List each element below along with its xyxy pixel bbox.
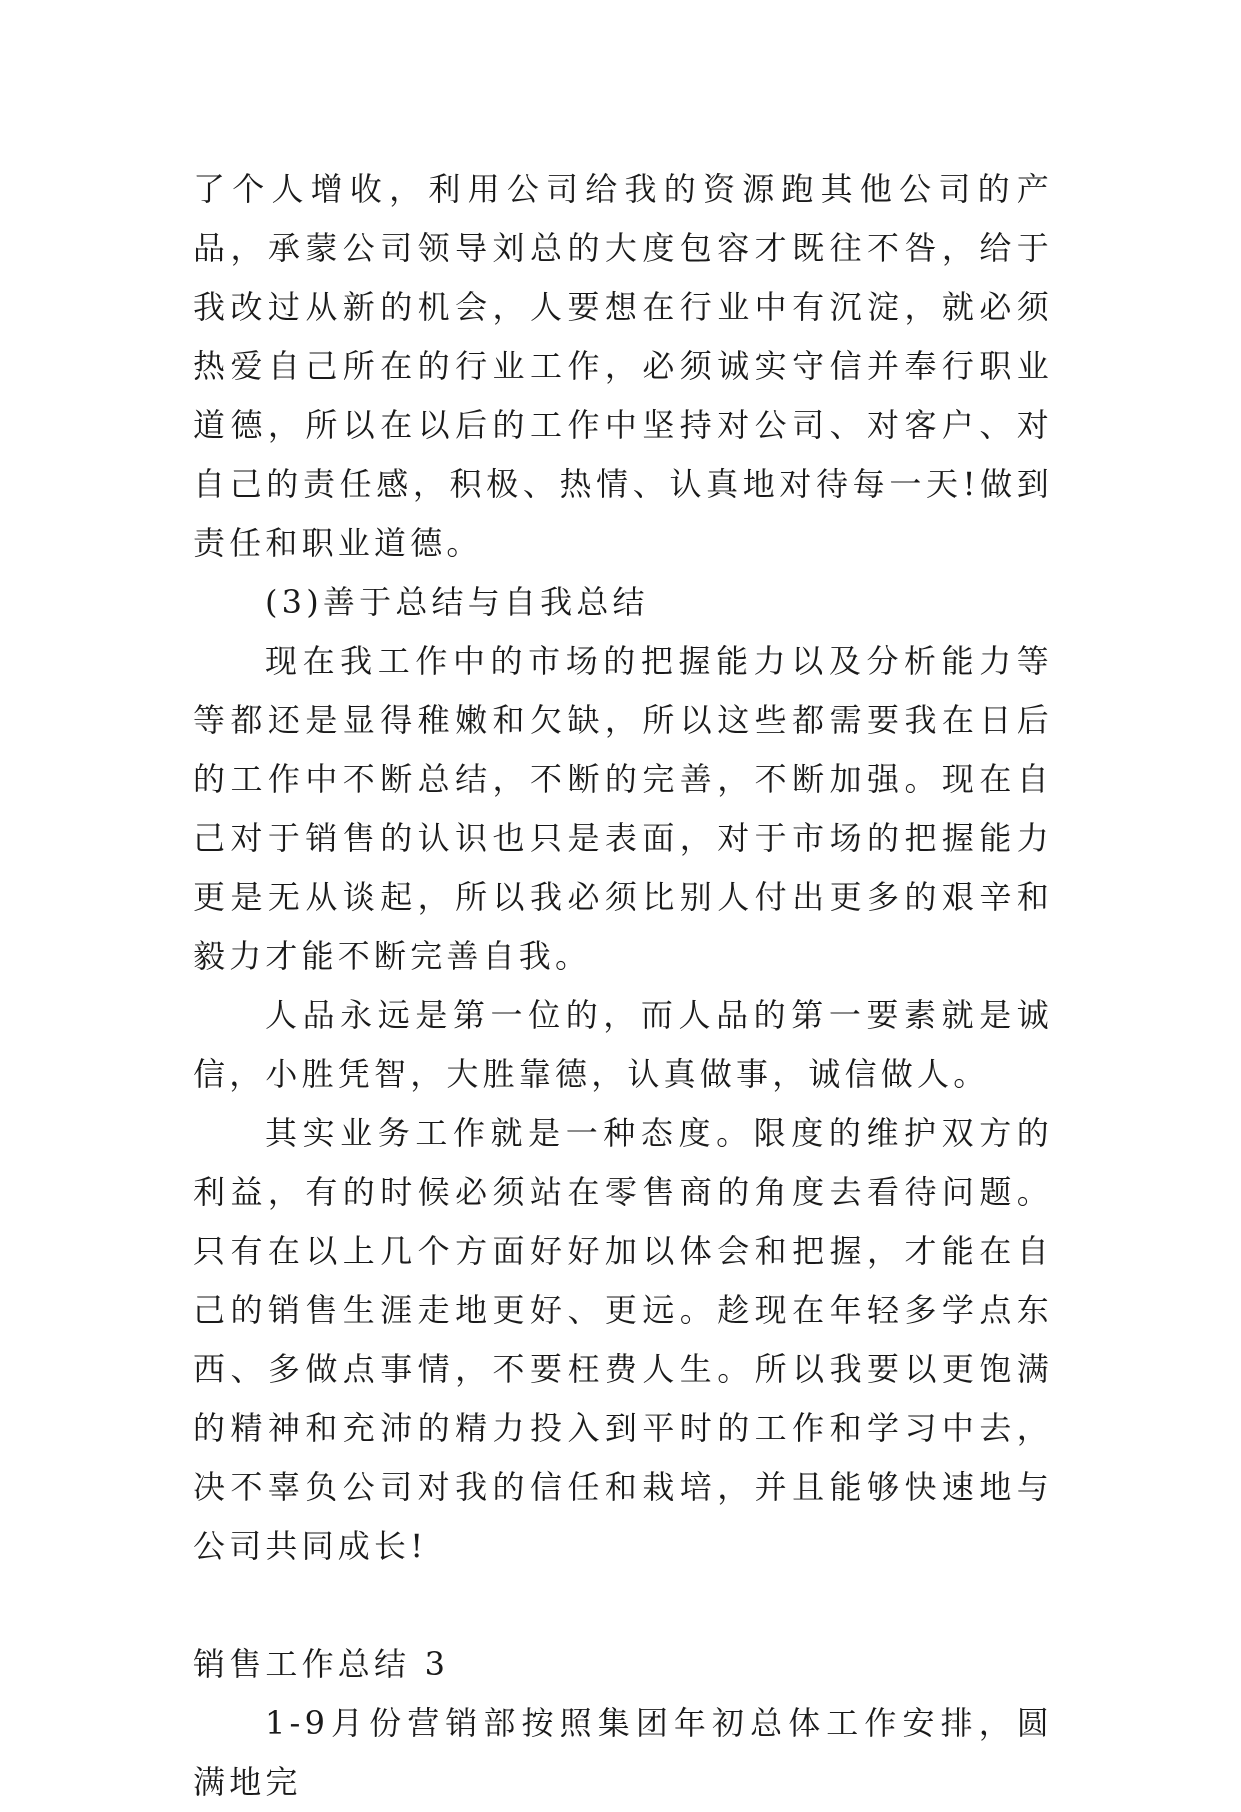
section-first-paragraph: 1-9月份营销部按照集团年初总体工作安排，圆满地完 bbox=[193, 1704, 1053, 1801]
subheading-summary: (3)善于总结与自我总结 bbox=[265, 583, 649, 621]
section-spacer bbox=[193, 1576, 1053, 1635]
paragraph-market-ability: 现在我工作中的市场的把握能力以及分析能力等等都还是显得稚嫩和欠缺，所以这些都需要我在日后的工作中不断总结，不断的完善，不断加强。现在自己对于销售的认识也只是表面，对于市场的把握能力更是无从谈起，所以我必须比别人付出更多的艰辛和毅力才能不断完善自我。 bbox=[193, 642, 1053, 975]
paragraph-integrity: 人品永远是第一位的，而人品的第一要素就是诚信，小胜凭智，大胜靠德，认真做事，诚信做人。 bbox=[193, 996, 1053, 1093]
paragraph-attitude: 其实业务工作就是一种态度。限度的维护双方的利益，有的时候必须站在零售商的角度去看待问题。只有在以上几个方面好好加以体会和把握，才能在自己的销售生涯走地更好、更远。趁现在年轻多学点东西、多做点事情，不要枉费人生。所以我要以更饱满的精神和充沛的精力投入到平时的工作和学习中去，决不辜负公司对我的信任和栽培，并且能够快速地与公司共同成长! bbox=[193, 1114, 1053, 1565]
paragraph-continued: 了个人增收，利用公司给我的资源跑其他公司的产品，承蒙公司领导刘总的大度包容才既往不咎，给于我改过从新的机会，人要想在行业中有沉淀，就必须热爱自己所在的行业工作，必须诚实守信并奉行职业道德，所以在以后的工作中坚持对公司、对客户、对自己的责任感，积极、热情、认真地对待每一天!做到责任和职业道德。 bbox=[193, 170, 1053, 562]
section-title: 销售工作总结 3 bbox=[193, 1645, 450, 1683]
document-body bbox=[193, 160, 1053, 1812]
